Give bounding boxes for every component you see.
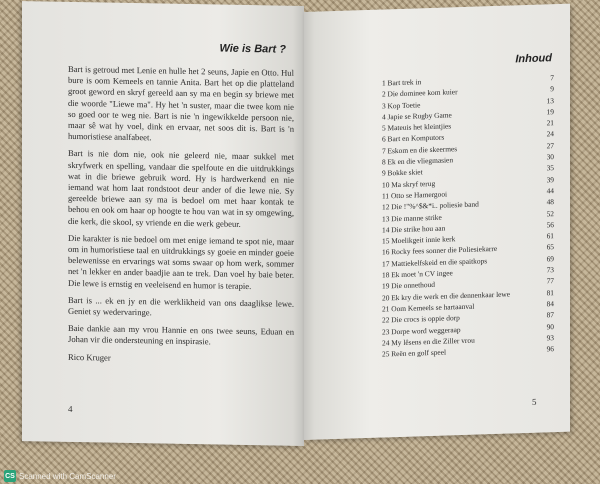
- toc-entry-page: 73: [546, 265, 554, 275]
- preface-text: [68, 64, 294, 373]
- toc-entry-title: 5 Mateuis het kleintjies: [382, 121, 452, 133]
- toc-entry-title: 10 Ma skryf terug: [382, 178, 436, 190]
- toc-entry-page: 24: [546, 129, 554, 139]
- left-page: [22, 1, 304, 446]
- toc-entry-page: 30: [546, 152, 554, 162]
- watermark-text: Scanned with CamScanner: [19, 471, 116, 481]
- toc-entry-page: 35: [546, 163, 554, 173]
- toc-entry-page: 65: [546, 242, 554, 252]
- toc-entry-title: 18 Ek moet 'n CV ingee: [382, 268, 453, 280]
- toc-entry-title: 15 Moelikgeit innie kerk: [382, 234, 456, 246]
- toc-entry-page: 56: [546, 220, 554, 230]
- page-number-left: 4: [68, 403, 73, 414]
- toc-entry-title: 8 Ek en die vliegmasien: [382, 155, 454, 167]
- toc-entry-title: 4 Japie se Rugby Game: [382, 110, 452, 122]
- toc-entry-page: 9: [550, 84, 554, 94]
- toc-entry-page: 27: [546, 140, 554, 151]
- open-book: [22, 6, 570, 446]
- toc-entry-page: 7: [550, 73, 554, 83]
- toc-entry-page: 44: [546, 186, 554, 196]
- signature: Rico Kruger: [68, 351, 111, 363]
- toc-entry-title: 20 Ek kry die werk en die dennenkaar lewe: [382, 289, 511, 303]
- toc-entry-page: 77: [546, 276, 554, 286]
- toc-entry-page: 21: [546, 118, 554, 128]
- toc-entry-page: 52: [546, 208, 554, 218]
- toc-entry-title: 14 Die strike hou aan: [382, 223, 446, 235]
- toc-entry-title: 9 Bokke skiet: [382, 167, 423, 178]
- toc-entry-title: 3 Kop Toetie: [382, 99, 421, 111]
- toc-entry-page: 13: [546, 95, 554, 105]
- toc-entry-title: 16 Rocky fees sonner die Poliesiekarre: [382, 244, 498, 258]
- paragraph: Bart is ... ek en jy en die werklikheid van ons daaglikse lewe. Geniet sy wedervaringe.: [68, 294, 294, 318]
- toc-entry-title: 23 Dorpe word weggeraap: [382, 324, 461, 337]
- toc-entry-title: 21 Oom Kemeels se hartaanval: [382, 301, 475, 314]
- toc-entry-page: 61: [546, 231, 554, 241]
- toc-entry-page: 19: [546, 107, 554, 117]
- right-page: [304, 4, 570, 440]
- toc-entry-page: 93: [546, 332, 554, 343]
- scanner-watermark: [4, 469, 116, 483]
- toc-entry-title: 25 Reën en golf speel: [382, 347, 447, 359]
- running-head-right: Inhoud: [515, 52, 552, 66]
- toc-entry-title: 11 Otto se Hamergooi: [382, 189, 448, 201]
- table-of-contents: [382, 72, 554, 360]
- toc-entry-page: 69: [546, 253, 554, 264]
- toc-entry-title: 2 Die dominee kom kuier: [382, 87, 458, 99]
- toc-entry-title: 6 Bart en Komputors: [382, 133, 445, 145]
- toc-entry-title: 1 Bart trek in: [382, 77, 422, 88]
- toc-entry-page: 96: [546, 344, 554, 354]
- running-head-left: Wie is Bart ?: [219, 42, 286, 56]
- paragraph: Die karakter is nie bedoel om met enige iemand te spot nie, maar om in humoristiese taal en uitdrukkings sy goeie en minder goeie belewenisse en ervarings wat soms swaar op hom werk, sommer net 'n lekker en ander baadjie aan te trek. Dan voel hy baie beter. Die lewe is ernstig en veeleisend en humor is terapie.: [68, 232, 294, 291]
- toc-entry-page: 90: [546, 321, 554, 331]
- toc-entry-title: 22 Die crocs is oppie dorp: [382, 313, 460, 325]
- toc-entry-title: 13 Die manne strike: [382, 212, 442, 224]
- page-number-right: 5: [532, 396, 537, 407]
- toc-entry-page: 48: [546, 197, 554, 207]
- toc-entry-page: 81: [546, 287, 554, 298]
- toc-entry-page: 84: [546, 299, 554, 309]
- toc-entry-title: 7 Eskom en die skeermes: [382, 143, 458, 156]
- toc-entry-title: 12 Die !"%^$&*i.. poliesie band: [382, 199, 479, 212]
- paragraph: Baie dankie aan my vrou Hannie en ons twee seuns, Eduan en Johan vir die ondersteuning en inspirasie.: [68, 323, 294, 347]
- paragraph: Bart is nie dom nie, ook nie geleerd nie, maar sukkel met skryfwerk en spelling, vandaar die spelfoute en die uitdrukkings wat in die briewe gebruik word. Hy is hardwerkend en nie iemand wat hom laat rondstoot deur ander of die lewe nie. Sy gereelde briewe aan sy ma is bedoel om met haar kontak te behou en ook om haar op hoogte te hou van wat in sy omgewing, die kerk, die skool, sy vriende en die werk gebeur.: [68, 148, 294, 229]
- camscanner-icon: CS: [4, 470, 16, 482]
- toc-entry-title: 24 My lêsens en die Ziller vrou: [382, 335, 475, 348]
- toc-entry-title: 19 Die onnethoud: [382, 280, 435, 291]
- toc-entry-page: 39: [546, 174, 554, 185]
- toc-entry-title: 17 Mattiekelfskeid en die spaitkops: [382, 255, 488, 269]
- paragraph: Bart is getroud met Lenie en hulle het 2 seuns, Japie en Otto. Hul bure is oom Kemeels en tannie Anita. Bart het op die platteland groot geword en skryf gereeld aan sy ma en begin sy briewe met die woorde "Liewe ma". Hy het 'n suster, maar die twee kom nie so goed oor te weg nie. Bart is nie 'n ingewikkelde persoon nie, maar sê wat hy voel, dink en ervaar, net soos dit is. Bart is 'n humoristiese analfabeet.: [68, 63, 294, 143]
- toc-entry-page: 87: [546, 310, 554, 320]
